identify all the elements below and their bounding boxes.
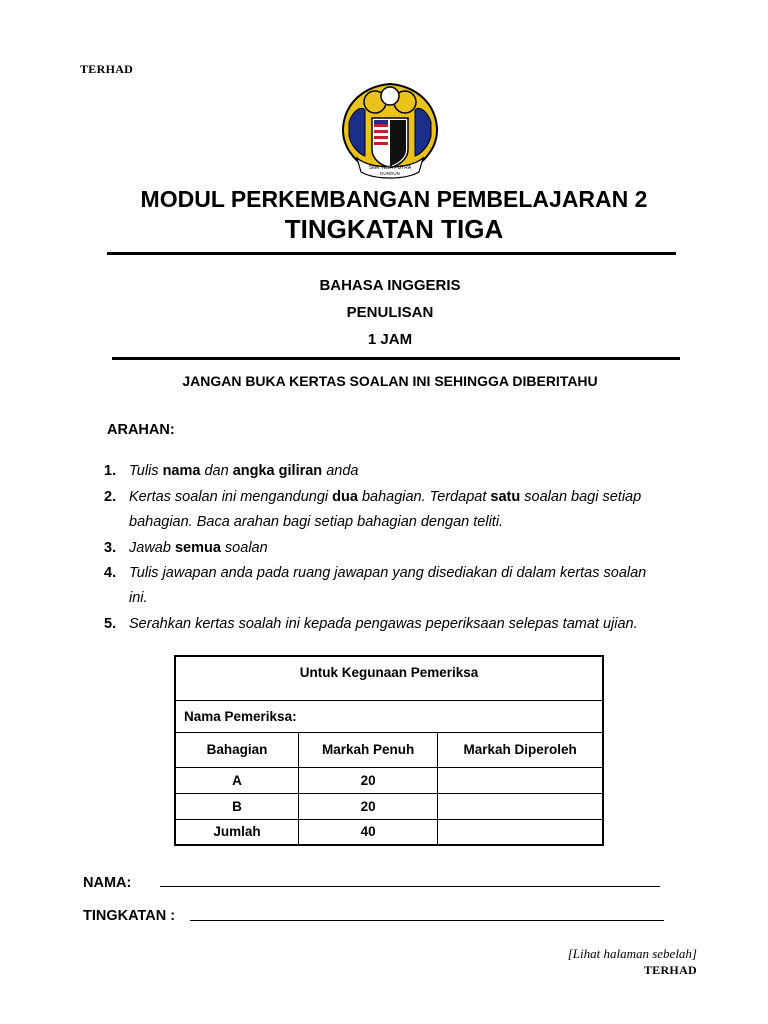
form-title: TINGKATAN TIGA <box>284 214 504 244</box>
school-crest-logo <box>335 80 445 180</box>
instructions-heading: ARAHAN: <box>107 422 175 438</box>
svg-text:SMK TEJA PUTRA: SMK TEJA PUTRA <box>368 165 412 171</box>
table-row <box>175 767 603 793</box>
instruction-text: dan <box>200 463 233 479</box>
instruction-text: Kertas soalan ini mengandungi <box>129 489 333 505</box>
section-cell: B <box>175 793 299 819</box>
instruction-emphasis: satu <box>490 489 521 505</box>
section-cell: A <box>175 767 299 793</box>
form-label: TINGKATAN : <box>83 908 176 924</box>
instruction-item-1 <box>104 463 704 483</box>
instruction-text: Tulis <box>129 463 163 479</box>
duration-label: 1 JAM <box>367 331 413 348</box>
instruction-text: anda <box>322 463 359 479</box>
classification-header: TERHAD <box>80 62 134 76</box>
instruction-text: Tulis jawapan anda pada ruang jawapan yang disediakan di dalam kertas soalan <box>129 565 647 581</box>
form-line[interactable] <box>190 920 664 921</box>
name-label: NAMA: <box>83 875 132 891</box>
section-rule <box>112 357 680 360</box>
marks-obtained-cell[interactable] <box>438 767 603 793</box>
see-next-page: [Lihat halaman sebelah] <box>567 946 697 961</box>
instruction-text: soalan bagi setiap <box>520 489 642 505</box>
full-marks-cell: 20 <box>299 767 438 793</box>
instruction-emphasis: nama <box>162 463 201 479</box>
marks-obtained-cell[interactable] <box>438 819 603 845</box>
module-title: MODUL PERKEMBANGAN PEMBELAJARAN 2 <box>140 186 648 212</box>
instruction-item-3 <box>104 540 704 560</box>
table-row <box>175 819 603 845</box>
instruction-item-2 <box>104 489 704 533</box>
instruction-item-4 <box>104 565 704 609</box>
section-cell: Jumlah <box>175 819 299 845</box>
instruction-emphasis: angka giliran <box>232 463 323 479</box>
examiner-name-label: Nama Pemeriksa: <box>175 700 603 732</box>
instruction-emphasis: dua <box>332 489 358 505</box>
instruction-number: 1. <box>104 463 117 479</box>
instruction-text: Jawab <box>129 540 175 556</box>
column-header-marks-obtained: Markah Diperoleh <box>438 732 603 767</box>
marks-obtained-cell[interactable] <box>438 793 603 819</box>
examiner-name-row <box>175 700 603 732</box>
instruction-text: soalan <box>220 540 268 556</box>
column-header-section: Bahagian <box>175 732 299 767</box>
table-header-row <box>175 732 603 767</box>
instruction-text: bahagian. Terdapat <box>357 489 491 505</box>
paper-label: PENULISAN <box>346 304 434 321</box>
full-marks-cell: 40 <box>299 819 438 845</box>
instruction-item-5 <box>104 616 704 636</box>
examiner-table <box>174 655 604 846</box>
table-title-row <box>175 656 603 700</box>
name-line[interactable] <box>160 886 660 887</box>
instruction-continuation: bahagian. Baca arahan bagi setiap bahagian dengan teliti. <box>129 514 504 530</box>
full-marks-cell: 20 <box>299 793 438 819</box>
subject-label: BAHASA INGGERIS <box>319 277 461 294</box>
instruction-number: 2. <box>104 489 117 505</box>
warning-text: JANGAN BUKA KERTAS SOALAN INI SEHINGGA DIBERITAHU <box>182 373 598 389</box>
table-title: Untuk Kegunaan Pemeriksa <box>175 656 603 700</box>
title-rule <box>107 252 676 255</box>
instruction-number: 5. <box>104 616 117 632</box>
instruction-continuation: ini. <box>129 590 148 606</box>
instruction-emphasis: semua <box>174 540 221 556</box>
column-header-full-marks: Markah Penuh <box>299 732 438 767</box>
svg-text:DUNGUN: DUNGUN <box>380 171 400 176</box>
table-row <box>175 793 603 819</box>
instruction-text: Serahkan kertas soalah ini kepada pengawas peperiksaan selepas tamat ujian. <box>129 616 638 632</box>
instruction-number: 4. <box>104 565 117 581</box>
instruction-number: 3. <box>104 540 117 556</box>
classification-footer: TERHAD <box>643 963 697 977</box>
